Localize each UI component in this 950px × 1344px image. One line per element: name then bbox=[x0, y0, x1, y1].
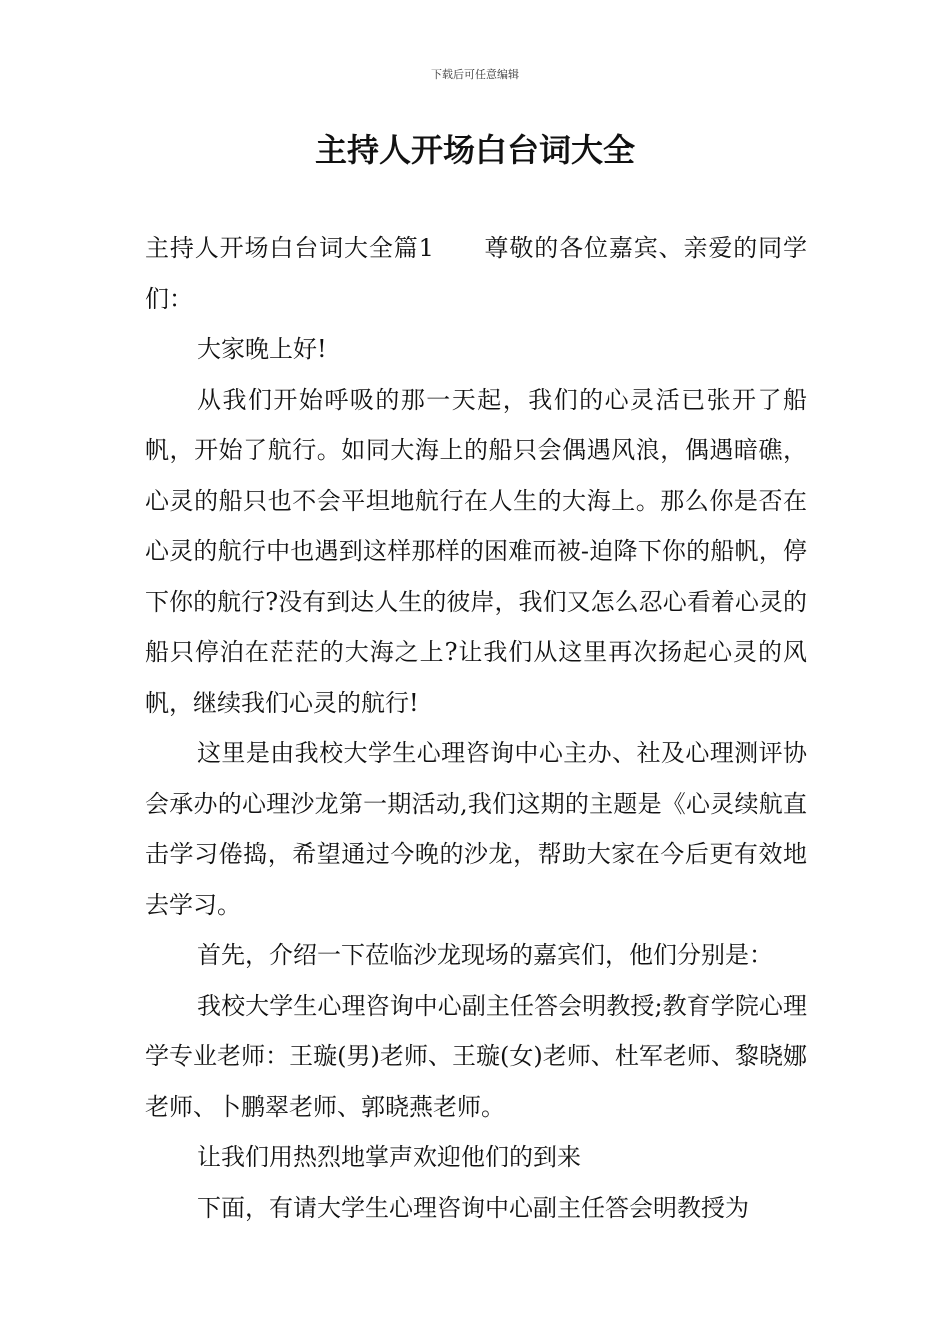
paragraph-1: 主持人开场白台词大全篇1 尊敬的各位嘉宾、亲爱的同学们： bbox=[145, 234, 807, 313]
document-body bbox=[145, 223, 807, 1233]
document-title: 主持人开场白台词大全 bbox=[314, 131, 635, 169]
paragraph-4: 这里是由我校大学生心理咨询中心主办、社及心理测评协会承办的心理沙龙第一期活动,我们这期的主题是《心灵续航直击学习倦捣，希望通过今晚的沙龙，帮助大家在今后更有效地去学习。 bbox=[145, 739, 807, 919]
paragraph-7: 让我们用热烈地掌声欢迎他们的到来 bbox=[197, 1143, 581, 1171]
paragraph-5: 首先，介绍一下莅临沙龙现场的嘉宾们，他们分别是： bbox=[197, 941, 773, 969]
paragraph-6: 我校大学生心理咨询中心副主任答会明教授;教育学院心理学专业老师：王璇(男)老师、王璇(女)老师、杜军老师、黎晓娜老师、卜鹏翠老师、郭晓燕老师。 bbox=[145, 991, 807, 1121]
paragraph-2: 大家晚上好! bbox=[197, 335, 327, 363]
header-note: 下载后可任意编辑 bbox=[431, 68, 519, 81]
paragraph-3: 从我们开始呼吸的那一天起，我们的心灵活已张开了船帆，开始了航行。如同大海上的船只会偶遇风浪，偶遇暗礁，心灵的船只也不会平坦地航行在人生的大海上。那么你是否在心灵的航行中也遇到这样那样的困难而被-迫降下你的船帆，停下你的航行?没有到达人生的彼岸，我们又怎么忍心看着心灵的船只停泊在茫茫的大海之上?让我们从这里再次扬起心灵的风帆，继续我们心灵的航行! bbox=[145, 385, 807, 717]
paragraph-8: 下面，有请大学生心理咨询中心副主任答会明教授为 bbox=[197, 1193, 749, 1222]
